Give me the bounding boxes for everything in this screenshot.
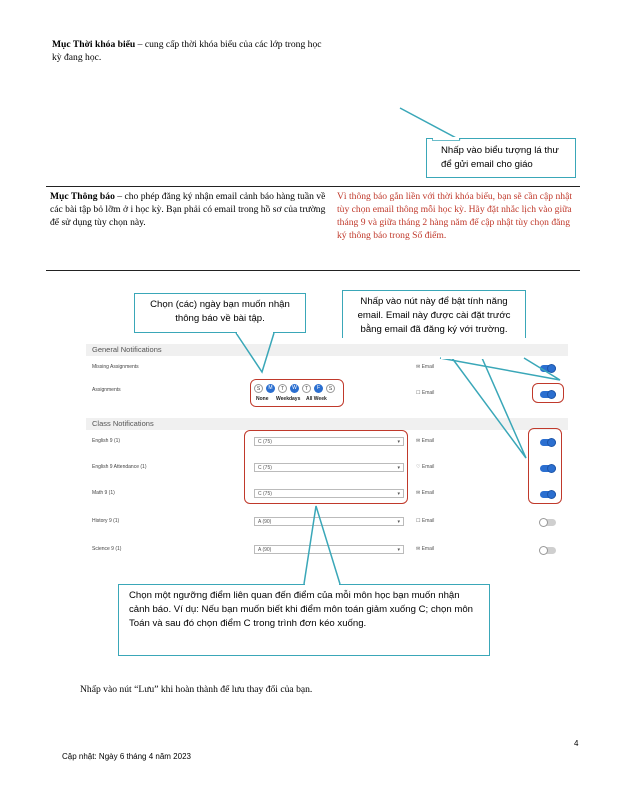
row-class-2: English 9 Attendance (1) [92,464,147,470]
preset-all-week[interactable]: All Week [306,396,327,402]
email-checkbox[interactable]: ♡ Email [416,464,435,470]
email-checkbox[interactable]: ✉ Email [416,438,435,444]
schedule-text: – cung cấp thời khóa biểu của các lớp trong học kỳ đang học. [52,39,322,63]
callout-email-icon: Nhấp vào biểu tượng lá thư để gửi email cho giáo [426,138,576,178]
callout-grade: Chọn một ngưỡng điểm liên quan đến điểm của mỗi môn học bạn muốn nhận cảnh báo. Ví dụ: Nếu bạn muốn biết khi điểm môn toán giảm xuống C; chọn môn Toán và sau đó chọn điểm C trong trình đơn kéo xuống. [118,584,490,656]
email-checkbox[interactable]: ✉ Email [416,490,435,496]
day-monday[interactable]: M [266,384,275,393]
preset-weekdays[interactable]: Weekdays [276,396,301,402]
callout-toggle: Nhấp vào nút này để bật tính năng email. Email này được cài đặt trước bằng email đã đăng ký với trường. [342,290,526,358]
day-tuesday[interactable]: T [278,384,287,393]
class-notifications-header: Class Notifications [86,418,568,430]
page-number: 4 [574,739,579,748]
schedule-title: Mục Thời khóa biểu [52,39,136,50]
notifications-note: Vì thông báo gắn liền với thời khóa biểu, bạn sẽ cần cập nhật tùy chọn email thông mỗi học kỳ. Hãy đặt nhắc lịch vào giữa tháng 9 và giữa tháng 2 hàng năm để cập nhật tùy chọn đăng ký thông báo trong Sổ điểm. [337,191,573,241]
general-notifications-header: General Notifications [86,344,568,356]
save-instruction: Nhấp vào nút “Lưu” khi hoàn thành để lưu thay đổi của bạn. [80,684,313,695]
updated-date: Cập nhật: Ngày 6 tháng 4 năm 2023 [62,752,191,761]
grade-threshold-select[interactable]: A (90) ▾ [254,517,404,526]
grade-threshold-select[interactable]: C (75) ▾ [254,489,404,498]
notifications-text: – cho phép đăng ký nhận email cảnh báo hàng tuần về các bài tập bỏ lỡm ở i học kỳ. Bạn phải có email trong hồ sơ của trường để sử dụng tùy chọn này. [50,191,326,228]
notifications-title: Mục Thông báo [50,191,115,202]
day-friday[interactable]: F [314,384,323,393]
grade-threshold-select[interactable]: C (75) ▾ [254,463,404,472]
day-saturday[interactable]: S [326,384,335,393]
day-thursday[interactable]: T [302,384,311,393]
day-wednesday[interactable]: W [290,384,299,393]
row-assignments: Assignments [92,387,121,393]
row-missing-assignments: Missing Assignments [92,364,139,370]
preset-none[interactable]: None [256,396,269,402]
email-checkbox[interactable]: ✉ Email [416,364,435,370]
row-class-3: Math 9 (1) [92,490,115,496]
callout-days: Chọn (các) ngày bạn muốn nhận thông báo về bài tập. [134,293,306,333]
row-class-5: Science 9 (1) [92,546,122,552]
grade-threshold-select[interactable]: A (90) ▾ [254,545,404,554]
grade-threshold-select[interactable]: C (75) ▾ [254,437,404,446]
email-checkbox[interactable]: ☐ Email [416,390,435,396]
day-sunday[interactable]: S [254,384,263,393]
email-checkbox[interactable]: ✉ Email [416,546,435,552]
row-class-1: English 9 (1) [92,438,121,444]
row-class-4: History 9 (1) [92,518,120,524]
email-checkbox[interactable]: ☐ Email [416,518,435,524]
